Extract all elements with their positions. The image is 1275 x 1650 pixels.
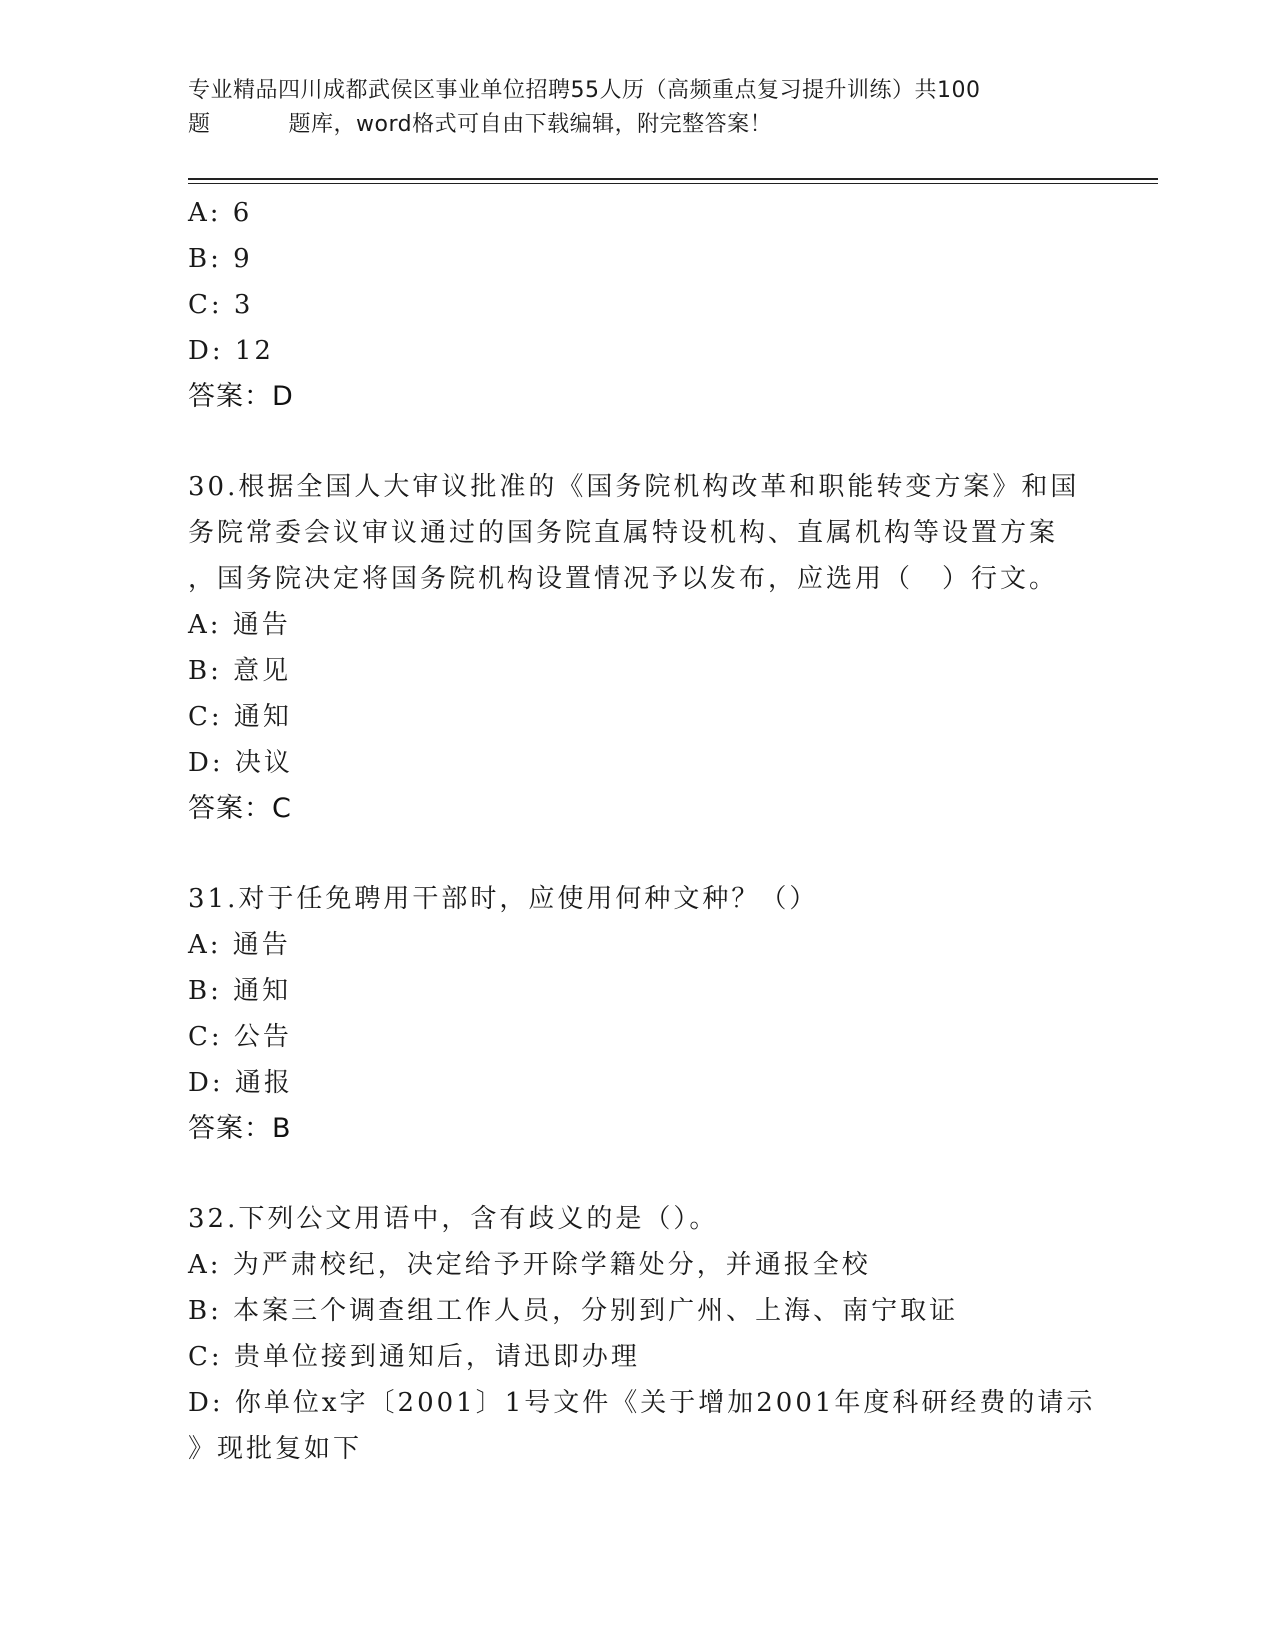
question-stem-line: ，国务院决定将国务院机构设置情况予以发布，应选用（ ）行文。	[188, 564, 1059, 594]
option-c: C: 公告	[188, 1022, 292, 1052]
previous-question-tail	[188, 190, 1088, 420]
option-d: D: 你单位x字〔2001〕1号文件《关于增加2001年度科研经费的请示	[188, 1388, 1096, 1418]
option-b: B: 本案三个调查组工作人员，分别到广州、上海、南宁取证	[188, 1296, 959, 1326]
question-32	[188, 1196, 1096, 1472]
option-c: C: 通知	[188, 702, 292, 732]
question-30	[188, 464, 1088, 832]
header-title-line-2-left: 题	[188, 112, 211, 137]
answer-line: 答案：C	[188, 793, 292, 824]
option-c: C: 3	[188, 290, 254, 320]
header-rule-thin	[188, 183, 1158, 184]
header-title-line-2-right: 题库，word格式可自由下载编辑，附完整答案！	[288, 112, 773, 137]
option-a: A: 6	[188, 198, 253, 228]
header-title-line-2	[188, 108, 1088, 142]
option-b: B: 9	[188, 244, 253, 274]
question-stem-line: 务院常委会议审议通过的国务院直属特设机构、直属机构等设置方案	[188, 518, 1059, 548]
answer-line: 答案：D	[188, 381, 294, 412]
question-stem-line: 32.下列公文用语中，含有歧义的是（）。	[188, 1204, 719, 1234]
option-b: B: 通知	[188, 976, 292, 1006]
answer-line: 答案：B	[188, 1113, 292, 1144]
document-body	[188, 190, 1096, 1472]
option-b: B: 意见	[188, 656, 292, 686]
question-31	[188, 876, 1088, 1152]
question-stem-line: 31.对于任免聘用干部时，应使用何种文种？（）	[188, 884, 819, 914]
header-title-line-1: 专业精品四川成都武侯区事业单位招聘55人历（高频重点复习提升训练）共100	[188, 78, 981, 103]
option-d-continuation: 》现批复如下	[188, 1434, 363, 1464]
document-header	[188, 74, 1088, 142]
option-d: D: 通报	[188, 1068, 293, 1098]
header-rule-thick	[188, 178, 1158, 180]
question-stem-line: 30.根据全国人大审议批准的《国务院机构改革和职能转变方案》和国	[188, 472, 1080, 502]
option-a: A: 通告	[188, 610, 291, 640]
option-a: A: 为严肃校纪，决定给予开除学籍处分，并通报全校	[188, 1250, 871, 1280]
option-a: A: 通告	[188, 930, 291, 960]
option-d: D: 12	[188, 336, 274, 366]
option-c: C: 贵单位接到通知后，请迅即办理	[188, 1342, 640, 1372]
option-d: D: 决议	[188, 748, 293, 778]
